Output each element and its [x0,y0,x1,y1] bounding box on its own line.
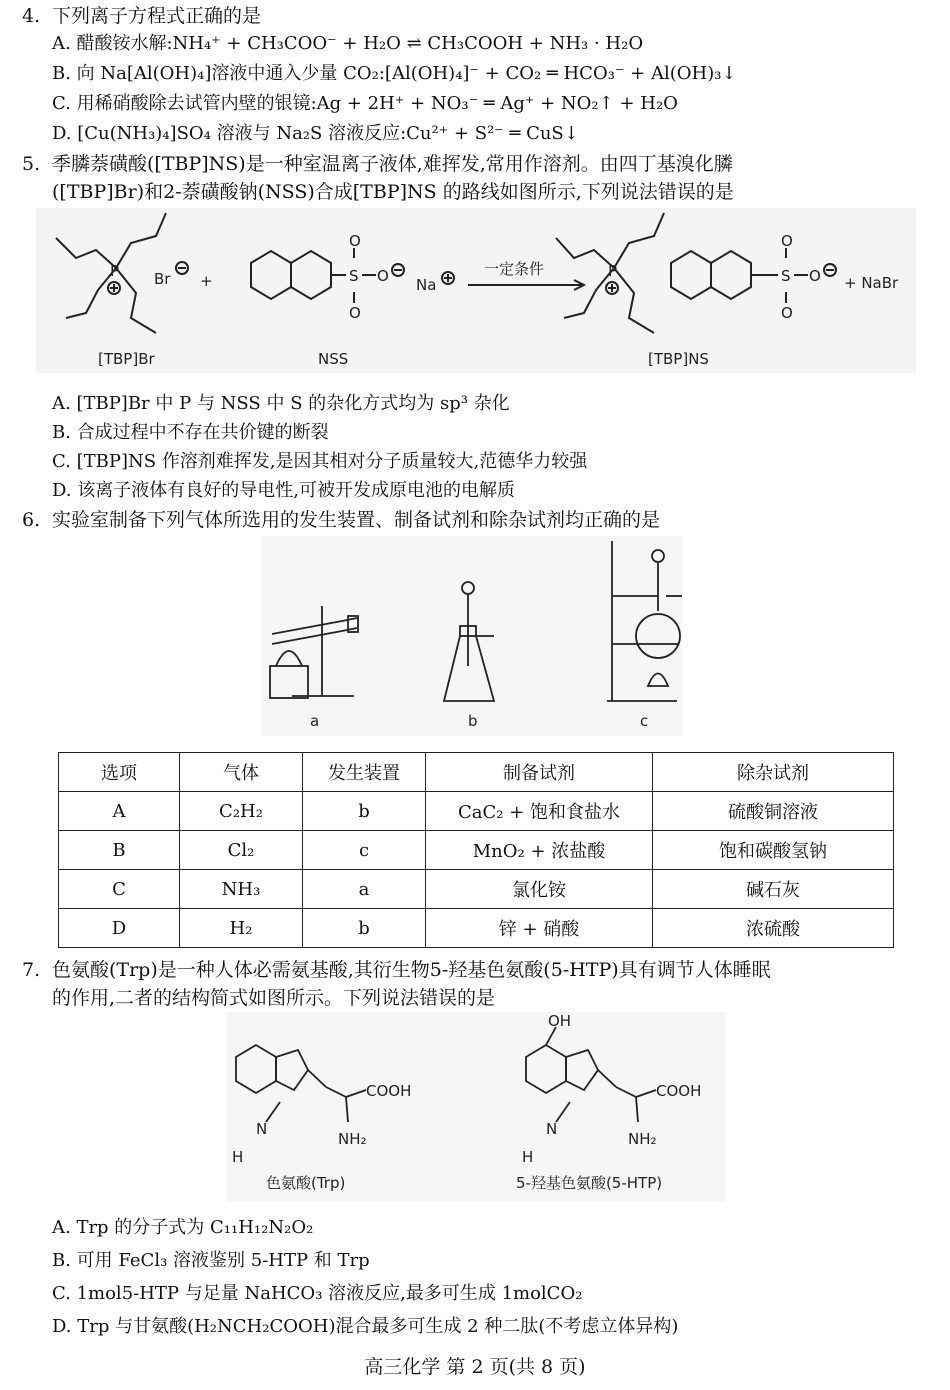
question-number: 5. [22,153,41,175]
header-reagent: 制备试剂 [426,753,653,792]
q4-option-c[interactable]: C. 用稀硝酸除去试管内壁的银镜:Ag + 2H⁺ + NO₃⁻ ═ Ag⁺ + NO₂↑ + H₂O [52,93,678,114]
q4-option-a[interactable]: A. 醋酸铵水解:NH₄⁺ + CH₃COO⁻ + H₂O ⇌ CH₃COOH + NH₃ · H₂O [52,33,644,54]
reagent-table [58,752,894,948]
nss-label: NSS [318,350,349,368]
header-option: 选项 [59,753,180,792]
q7-option-b[interactable]: B. 可用 FeCl₃ 溶液鉴别 5-HTP 和 Trp [52,1250,370,1271]
product-oxygen-anion: O [809,267,821,285]
cell: NH₃ [180,870,303,909]
header-purifier: 除杂试剂 [653,753,894,792]
apparatus-figure [262,536,682,736]
product-p-atom: P [608,262,618,280]
cell: 锌 + 硝酸 [426,909,653,948]
question-number: 6. [22,509,41,531]
cell: 浓硫酸 [653,909,894,948]
q7-option-a[interactable]: A. Trp 的分子式为 C₁₁H₁₂N₂O₂ [52,1217,314,1238]
cell: C₂H₂ [180,792,303,831]
trp-n: N [256,1120,268,1138]
cell: 氯化铵 [426,870,653,909]
htp-n: N [546,1120,558,1138]
question-7 [22,956,771,984]
cell: b [303,792,426,831]
trp-cooh: COOH [366,1082,412,1100]
cell: c [303,831,426,870]
question-stem-line1: 色氨酸(Trp)是一种人体必需氨基酸,其衍生物5-羟基色氨酸(5-HTP)具有调节人体睡眠 [52,959,771,981]
question-stem-line2: 的作用,二者的结构简式如图所示。下列说法错误的是 [52,987,496,1009]
oxygen-anion: O [377,267,389,285]
bromide-label: Br [154,270,171,288]
header-apparatus: 发生装置 [303,753,426,792]
q5-option-d[interactable]: D. 该离子液体有良好的导电性,可被开发成原电池的电解质 [52,480,515,501]
htp-caption: 5-羟基色氨酸(5-HTP) [516,1174,663,1192]
table-row[interactable] [59,909,894,948]
label-c: c [640,712,649,730]
table-row[interactable] [59,831,894,870]
sodium-label: Na [416,276,437,294]
htp-oh: OH [548,1012,572,1030]
page-footer: 高三化学 第 2 页(共 8 页) [364,1356,586,1378]
q7-option-d[interactable]: D. Trp 与甘氨酸(H₂NCH₂COOH)混合最多可生成 2 种二肽(不考虑立体异构) [52,1316,679,1337]
q4-option-d[interactable]: D. [Cu(NH₃)₄]SO₄ 溶液与 Na₂S 溶液反应:Cu²⁺ + S²⁻ ═ CuS↓ [52,123,579,144]
cell: a [303,870,426,909]
question-stem-line2: ([TBP]Br)和2-萘磺酸钠(NSS)合成[TBP]NS 的路线如图所示,下列说法错误的是 [52,181,734,203]
p-atom: P [110,262,120,280]
product-sulfur: S [781,267,791,285]
question-6 [22,506,660,534]
table-row[interactable] [59,870,894,909]
nabr-label: + NaBr [844,274,899,292]
q5-option-c[interactable]: C. [TBP]NS 作溶剂难挥发,是因其相对分子质量较大,范德华力较强 [52,451,588,472]
question-stem: 实验室制备下列气体所选用的发生装置、制备试剂和除杂试剂均正确的是 [52,509,661,531]
question-number: 4. [22,5,41,27]
label-a: a [310,712,320,730]
oxygen-top: O [349,232,361,250]
product-oxygen-top: O [781,232,793,250]
table-header-row [59,753,894,792]
question-stem-line1: 季膦萘磺酸([TBP]NS)是一种室温离子液体,难挥发,常用作溶剂。由四丁基溴化膦 [52,153,733,175]
question-5 [22,150,733,178]
trp-caption: 色氨酸(Trp) [266,1174,346,1192]
cell: C [59,870,180,909]
htp-h: H [522,1148,534,1166]
oxygen-bottom: O [349,304,361,322]
question-stem: 下列离子方程式正确的是 [52,5,262,27]
label-b: b [468,712,478,730]
tbpbr-label: [TBP]Br [98,350,155,368]
q7-option-c[interactable]: C. 1mol5-HTP 与足量 NaHCO₃ 溶液反应,最多可生成 1molCO₂ [52,1283,583,1304]
cell: 饱和碳酸氢钠 [653,831,894,870]
reaction-condition: 一定条件 [484,260,545,278]
sulfur-atom: S [349,267,359,285]
htp-cooh: COOH [656,1082,702,1100]
plus-sign: + [200,272,213,290]
cell: A [59,792,180,831]
question-number: 7. [22,959,41,981]
tbpns-label: [TBP]NS [648,350,709,368]
trp-h: H [232,1148,244,1166]
q5-option-a[interactable]: A. [TBP]Br 中 P 与 NSS 中 S 的杂化方式均为 sp³ 杂化 [52,393,510,414]
q5-option-b[interactable]: B. 合成过程中不存在共价键的断裂 [52,422,329,443]
htp-nh2: NH₂ [628,1130,657,1148]
cell: Cl₂ [180,831,303,870]
reaction-scheme-figure [36,208,916,373]
cell: b [303,909,426,948]
question-4 [22,2,261,30]
cell: H₂ [180,909,303,948]
cell: 碱石灰 [653,870,894,909]
cell: D [59,909,180,948]
cell: B [59,831,180,870]
cell: MnO₂ + 浓盐酸 [426,831,653,870]
q4-option-b[interactable]: B. 向 Na[Al(OH)₄]溶液中通入少量 CO₂:[Al(OH)₄]⁻ + CO₂ ═ HCO₃⁻ + Al(OH)₃↓ [52,63,737,84]
trp-nh2: NH₂ [338,1130,367,1148]
trp-structures-figure [226,1012,726,1202]
cell: 硫酸铜溶液 [653,792,894,831]
product-oxygen-bottom: O [781,304,793,322]
cell: CaC₂ + 饱和食盐水 [426,792,653,831]
table-row[interactable] [59,792,894,831]
header-gas: 气体 [180,753,303,792]
